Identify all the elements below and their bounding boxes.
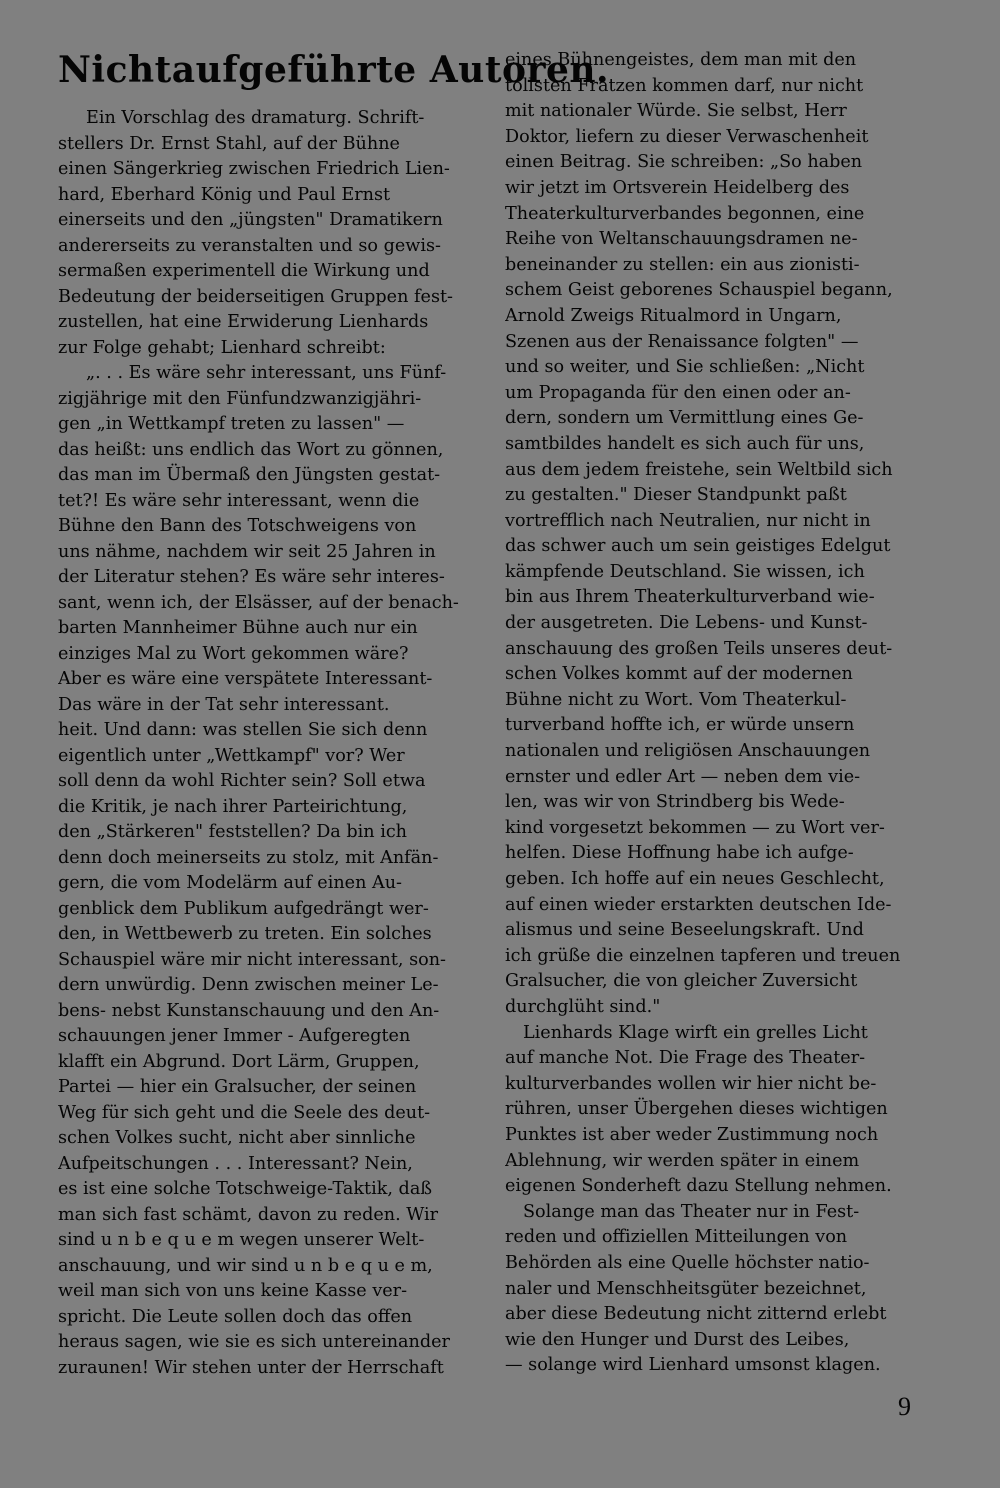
text-line: weil man sich von uns keine Kasse ver- xyxy=(58,1281,408,1301)
text-line: anschauung, und wir sind u n b e q u e m, xyxy=(58,1255,433,1276)
text-line: man sich fast schämt, davon zu reden. Wir xyxy=(58,1204,439,1225)
text-line: Reihe von Weltanschauungsdramen ne- xyxy=(505,229,858,250)
text-line: die Kritik, je nach ihrer Parteirichtung, xyxy=(58,796,408,817)
text-line: bens- nebst Kunstanschauung und den An- xyxy=(58,1000,440,1021)
text-line: einen Beitrag. Sie schreiben: „So haben xyxy=(505,152,863,173)
text-line: geben. Ich hoffe auf ein neues Geschlecht, xyxy=(505,869,885,889)
text-line: wir jetzt im Ortsverein Heidelberg des xyxy=(505,177,850,198)
text-line: Arnold Zweigs Ritualmord in Ungarn, xyxy=(505,305,842,326)
text-line: eigenen Sonderheft dazu Stellung nehmen. xyxy=(505,1176,892,1197)
right-column-text xyxy=(505,48,923,1379)
text-line: soll denn da wohl Richter sein? Soll etwa xyxy=(58,771,426,791)
text-line: schen Volkes kommt auf der modernen xyxy=(505,664,853,685)
text-line: Bedeutung der beiderseitigen Gruppen fest- xyxy=(58,286,453,307)
text-line: uns nähme, nachdem wir seit 25 Jahren in xyxy=(58,541,436,562)
left-column-text xyxy=(58,106,486,1381)
text-line: gen „in Wettkampf treten zu lassen" — xyxy=(58,414,405,434)
text-line: schem Geist geborenes Schauspiel begann, xyxy=(505,280,893,301)
text-line: dern unwürdig. Denn zwischen meiner Le- xyxy=(58,975,439,995)
text-line: zuraunen! Wir stehen unter der Herrschaft xyxy=(58,1357,444,1378)
text-line: heit. Und dann: was stellen Sie sich denn xyxy=(58,720,428,740)
text-line: kämpfende Deutschland. Sie wissen, ich xyxy=(505,561,865,582)
text-line: tollsten Fratzen kommen darf, nur nicht xyxy=(505,75,864,96)
text-line: aber diese Bedeutung nicht zitternd erlebt xyxy=(505,1304,887,1325)
text-line: bin aus Ihrem Theaterkulturverband wie- xyxy=(505,587,875,608)
text-line: schen Volkes sucht, nicht aber sinnliche xyxy=(58,1128,416,1148)
text-line: um Propaganda für den einen oder an- xyxy=(505,382,851,403)
text-line: der Literatur stehen? Es wäre sehr interes- xyxy=(58,567,445,587)
text-line: turverband hoffte ich, er würde unsern xyxy=(505,715,855,736)
text-line: samtbildes handelt es sich auch für uns, xyxy=(505,433,865,454)
text-line: den „Stärkeren" feststellen? Da bin ich xyxy=(58,822,408,842)
text-line: aus dem jedem freistehe, sein Weltbild sich xyxy=(505,459,893,480)
text-line: Weg für sich geht und die Seele des deut- xyxy=(58,1102,431,1123)
text-line: Doktor, liefern zu dieser Verwaschenheit xyxy=(505,126,869,147)
text-line: eigentlich unter „Wettkampf" vor? Wer xyxy=(58,745,405,766)
text-line: auf einen wieder erstarkten deutschen Ide- xyxy=(505,894,892,915)
text-line: „. . . Es wäre sehr interessant, uns Fünf- xyxy=(86,363,447,383)
text-line: das man im Übermaß den Jüngsten gestat- xyxy=(58,465,441,485)
text-line: denn doch meinerseits zu stolz, mit Anfän- xyxy=(58,847,439,868)
text-line: sermaßen experimentell die Wirkung und xyxy=(58,261,430,281)
text-line: heraus sagen, wie sie es sich untereinander xyxy=(58,1332,450,1352)
text-line: Bühne den Bann des Totschweigens von xyxy=(58,516,417,536)
text-line: der ausgetreten. Die Lebens- und Kunst- xyxy=(505,613,868,634)
text-line: Schauspiel wäre mir nicht interessant, son- xyxy=(58,949,446,970)
text-line: spricht. Die Leute sollen doch das offen xyxy=(58,1306,413,1327)
text-line: hard, Eberhard König und Paul Ernst xyxy=(58,184,391,205)
text-line: Solange man das Theater nur in Fest- xyxy=(523,1201,860,1222)
text-line: es ist eine solche Totschweige-Taktik, daß xyxy=(58,1179,433,1199)
text-line: zustellen, hat eine Erwiderung Lienhards xyxy=(58,312,429,332)
text-line: rühren, unser Übergehen dieses wichtigen xyxy=(505,1099,888,1120)
text-line: Aufpeitschungen . . . Interessant? Nein, xyxy=(58,1153,413,1174)
text-line: dern, sondern um Vermittlung eines Ge- xyxy=(505,408,864,429)
text-line: mit nationaler Würde. Sie selbst, Herr xyxy=(505,101,847,122)
text-line: stellers Dr. Ernst Stahl, auf der Bühne xyxy=(58,133,400,154)
text-line: kind vorgesetzt bekommen — zu Wort ver- xyxy=(505,817,885,838)
text-line: das heißt: uns endlich das Wort zu gönnen, xyxy=(58,439,444,460)
text-line: das schwer auch um sein geistiges Edelgut xyxy=(505,536,891,557)
text-line: zigjährige mit den Fünfundzwanzigjähri- xyxy=(58,388,422,409)
text-line: Aber es wäre eine verspätete Interessant- xyxy=(58,669,433,689)
text-line: eines Bühnengeistes, dem man mit den xyxy=(505,50,857,70)
text-line: beneinander zu stellen: ein aus zionisti- xyxy=(505,254,860,275)
text-line: einen Sängerkrieg zwischen Friedrich Lien- xyxy=(58,159,450,179)
text-line: zu gestalten." Dieser Standpunkt paßt xyxy=(505,485,847,506)
text-line: nationalen und religiösen Anschauungen xyxy=(505,741,871,762)
text-line: helfen. Diese Hoffnung habe ich aufge- xyxy=(505,843,854,864)
text-line: Ablehnung, wir werden später in einem xyxy=(505,1150,860,1171)
text-line: alismus und seine Beseelungskraft. Und xyxy=(505,920,864,941)
text-line: Gralsucher, die von gleicher Zuversicht xyxy=(505,971,858,992)
text-line: schauungen jener Immer - Aufgeregten xyxy=(58,1026,411,1046)
text-line: einziges Mal zu Wort gekommen wäre? xyxy=(58,643,409,664)
page-number: 9 xyxy=(898,1392,911,1421)
text-line: Bühne nicht zu Wort. Vom Theaterkul- xyxy=(505,689,847,710)
text-line: len, was wir von Strindberg bis Wede- xyxy=(505,792,845,813)
text-line: Behörden als eine Quelle höchster natio- xyxy=(505,1252,870,1273)
text-line: — solange wird Lienhard umsonst klagen. xyxy=(505,1355,881,1376)
text-line: Partei — hier ein Gralsucher, der seinen xyxy=(58,1077,417,1097)
text-line: vortrefflich nach Neutralien, nur nicht in xyxy=(505,510,871,531)
text-line: andererseits zu veranstalten und so gewis- xyxy=(58,235,441,256)
text-line: Das wäre in der Tat sehr interessant. xyxy=(58,694,390,715)
text-line: ernster und edler Art — neben dem vie- xyxy=(505,766,861,787)
right-column xyxy=(505,48,923,1379)
text-line: den, in Wettbewerb zu treten. Ein solches xyxy=(58,924,432,944)
text-line: tet?! Es wäre sehr interessant, wenn die xyxy=(58,490,420,511)
text-line: einerseits und den „jüngsten" Dramatikern xyxy=(58,210,443,230)
text-line: Punktes ist aber weder Zustimmung noch xyxy=(505,1124,879,1145)
article-title: Nichtaufgeführte Autoren. xyxy=(58,49,610,91)
text-line: zur Folge gehabt; Lienhard schreibt: xyxy=(58,337,386,358)
text-line: ich grüße die einzelnen tapferen und treuen xyxy=(505,945,901,966)
text-line: gern, die vom Modelärm auf einen Au- xyxy=(58,873,402,893)
text-line: Theaterkulturverbandes begonnen, eine xyxy=(505,203,865,224)
text-line: sant, wenn ich, der Elsässer, auf der benach- xyxy=(58,592,459,613)
text-line: durchglüht sind." xyxy=(505,996,661,1017)
text-line: klafft ein Abgrund. Dort Lärm, Gruppen, xyxy=(58,1051,420,1072)
text-line: anschauung des großen Teils unseres deut- xyxy=(505,638,893,659)
text-line: Szenen aus der Renaissance folgten" — xyxy=(505,331,859,352)
text-line: und so weiter, und Sie schließen: „Nicht xyxy=(505,357,865,378)
text-line: naler und Menschheitsgüter bezeichnet, xyxy=(505,1278,867,1299)
text-line: Ein Vorschlag des dramaturg. Schrift- xyxy=(86,108,425,128)
text-line: reden und offiziellen Mitteilungen von xyxy=(505,1227,848,1248)
text-line: Lienhards Klage wirft ein grelles Licht xyxy=(523,1022,868,1043)
text-line: barten Mannheimer Bühne auch nur ein xyxy=(58,618,418,638)
text-line: auf manche Not. Die Frage des Theater- xyxy=(505,1048,866,1069)
text-line: genblick dem Publikum aufgedrängt wer- xyxy=(58,898,429,919)
text-line: wie den Hunger und Durst des Leibes, xyxy=(505,1329,850,1350)
text-line: sind u n b e q u e m wegen unserer Welt- xyxy=(58,1230,425,1250)
text-line: kulturverbandes wollen wir hier nicht be- xyxy=(505,1073,877,1094)
